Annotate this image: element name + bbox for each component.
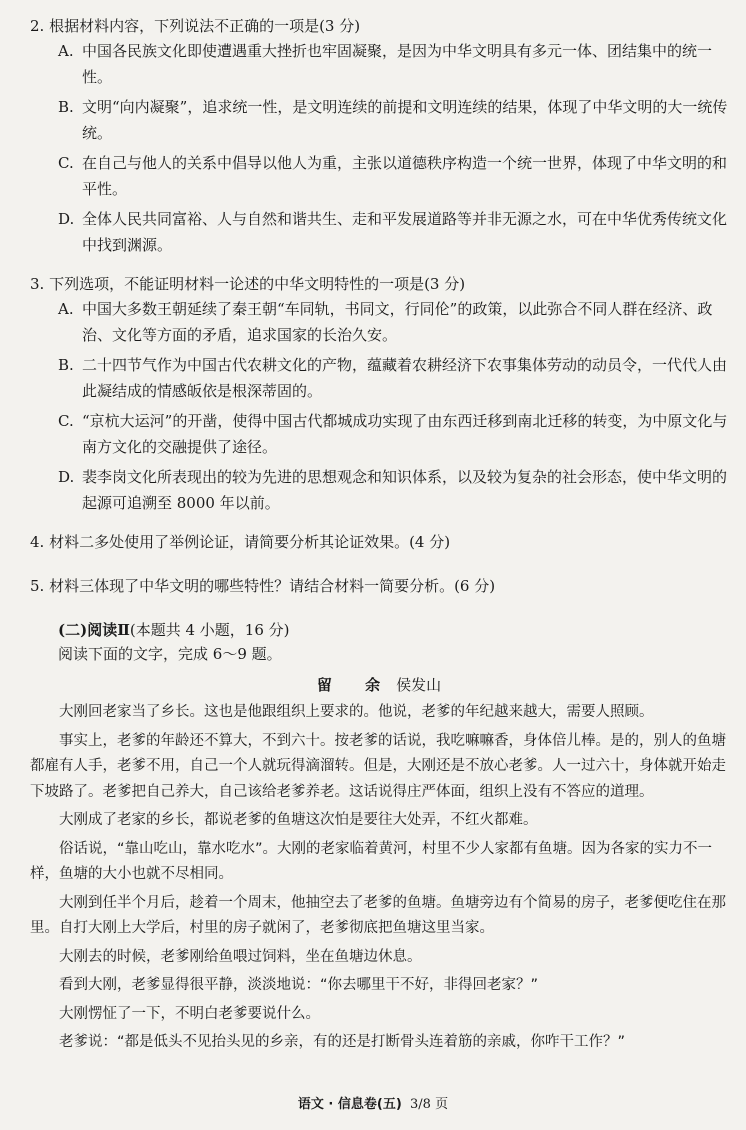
option-d[interactable] <box>30 464 728 516</box>
story-paragraph: 大刚愣怔了一下，不明白老爹要说什么。 <box>59 1005 320 1022</box>
option-letter: A. <box>58 300 74 318</box>
option-letter: D. <box>58 468 75 486</box>
section-note: (本题共 4 小题，16 分) <box>129 621 290 639</box>
section-instruction: 阅读下面的文字，完成 6～9 题。 <box>58 645 282 663</box>
option-letter: D. <box>58 210 75 228</box>
story-author: 侯发山 <box>396 676 442 694</box>
option-a[interactable] <box>30 38 728 90</box>
story-body <box>30 700 728 1056</box>
option-text: 在自己与他人的关系中倡导以他人为重，主张以道德秩序构造一个统一世界，体现了中华文明的和平性。 <box>82 154 728 198</box>
option-text: 中国大多数王朝延续了秦王朝“车同轨，书同文，行同伦”的政策，以此弥合不同人群在经济、政治、文化等方面的矛盾，追求国家的长治久安。 <box>82 300 713 344</box>
story-title: 留 余 <box>316 676 395 694</box>
story-paragraph: 大刚成了老家的乡长，都说老爹的鱼塘这次怕是要往大处弄，不红火都难。 <box>59 812 538 828</box>
option-c[interactable] <box>30 150 728 202</box>
story-paragraph: 大刚回老家当了乡长。这也是他跟组织上要求的。他说，老爹的年纪越来越大，需要人照顾。 <box>59 704 654 720</box>
question-5 <box>30 574 728 598</box>
question-stem: 5. 材料三体现了中华文明的哪些特性？请结合材料一简要分析。(6 分) <box>30 577 496 595</box>
option-b[interactable] <box>30 94 728 146</box>
story-paragraph: 看到大刚，老爹显得很平静，淡淡地说：“你去哪里干不好，非得回老家？” <box>59 977 539 993</box>
footer-page-number: 3/8 页 <box>410 1097 449 1112</box>
question-3 <box>30 272 728 516</box>
option-a[interactable] <box>30 296 728 348</box>
story-paragraph: 事实上，老爹的年龄还不算大，不到六十。按老爹的话说，我吃嘛嘛香，身体倍儿棒。是的，别人的鱼塘都雇有人手，老爹不用，自己一个人就玩得滴溜转。但是，大刚还是不放心老爹。人一过六十，身体就开始走下坡路了。老爹把自己养大，自己该给老爹养老。这话说得庄严体面，组织上没有不答应的道理。 <box>30 732 726 800</box>
story-paragraph: 大刚到任半个月后，趁着一个周末，他抽空去了老爹的鱼塘。鱼塘旁边有个简易的房子，老爹便吃住在那里。自打大刚上大学后，村里的房子就闲了，老爹彻底把鱼塘这里当家。 <box>30 894 726 936</box>
story-paragraph: 大刚去的时候，老爹刚给鱼喂过饲料，坐在鱼塘边休息。 <box>59 948 422 965</box>
option-text: 裴李岗文化所表现出的较为先进的思想观念和知识体系，以及较为复杂的社会形态，使中华文明的起源可追溯至 8000 年以前。 <box>82 468 728 512</box>
footer-subject: 语文 · 信息卷(五) <box>297 1097 402 1112</box>
option-letter: C. <box>58 412 74 430</box>
option-b[interactable] <box>30 352 728 404</box>
option-letter: B. <box>58 98 74 116</box>
question-4 <box>30 530 728 554</box>
option-letter: A. <box>58 42 74 60</box>
option-letter: B. <box>58 356 74 374</box>
section-title: (二)阅读Ⅱ <box>58 621 130 639</box>
option-text: 全体人民共同富裕、人与自然和谐共生、走和平发展道路等并非无源之水，可在中华优秀传统文化中找到渊源。 <box>82 210 728 254</box>
story-paragraph: 老爹说：“都是低头不见抬头见的乡亲，有的还是打断骨头连着筋的亲戚，你咋干工作？” <box>59 1034 626 1050</box>
option-text: 二十四节气作为中国古代农耕文化的产物，蕴藏着农耕经济下农事集体劳动的动员令，一代代人由此凝结成的情感皈依是根深蒂固的。 <box>82 356 728 400</box>
option-text: 文明“向内凝聚”，追求统一性，是文明连续的前提和文明连续的结果，体现了中华文明的大一统传统。 <box>82 98 728 142</box>
story-paragraph: 俗话说，“靠山吃山，靠水吃水”。大刚的老家临着黄河，村里不少人家都有鱼塘。因为各家的实力不一样，鱼塘的大小也就不尽相同。 <box>30 840 713 882</box>
question-2 <box>30 14 728 258</box>
option-d[interactable] <box>30 206 728 258</box>
page-footer <box>0 1093 746 1112</box>
option-text: 中国各民族文化即使遭遇重大挫折也牢固凝聚，是因为中华文明具有多元一体、团结集中的统一性。 <box>82 42 713 86</box>
option-letter: C. <box>58 154 74 172</box>
story-title-line <box>30 672 728 698</box>
option-c[interactable] <box>30 408 728 460</box>
section-heading <box>30 618 728 642</box>
question-stem: 2. 根据材料内容，下列说法不正确的一项是(3 分) <box>30 17 361 35</box>
question-stem: 4. 材料二多处使用了举例论证，请简要分析其论证效果。(4 分) <box>30 533 451 551</box>
option-text: “京杭大运河”的开凿，使得中国古代都城成功实现了由东西迁移到南北迁移的转变，为中原文化与南方文化的交融提供了途径。 <box>82 412 728 456</box>
question-stem: 3. 下列选项，不能证明材料一论述的中华文明特性的一项是(3 分) <box>30 275 466 293</box>
